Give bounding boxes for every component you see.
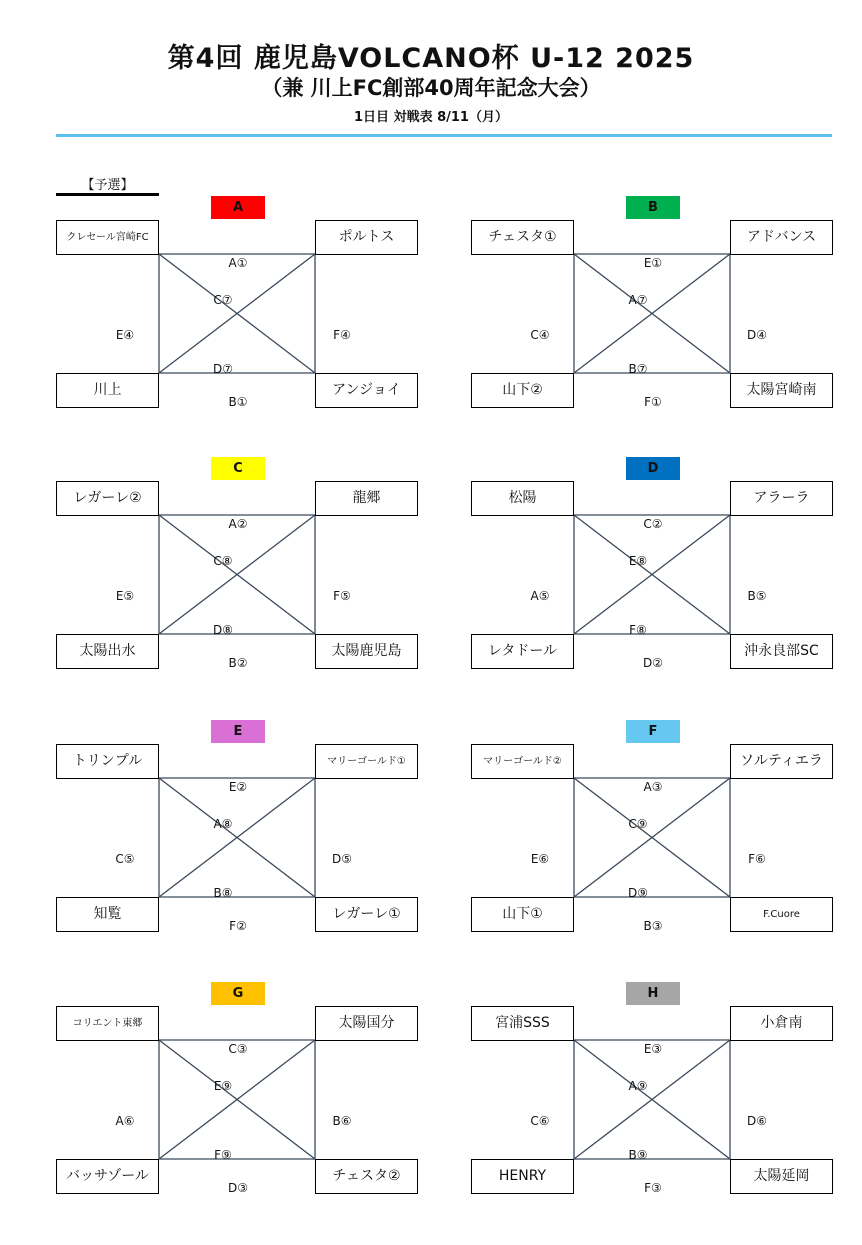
group-header: B <box>626 196 680 219</box>
schedule-date-label: 1日目 対戦表 8/11（月） <box>354 110 508 125</box>
team-top-left: 松陽 <box>471 481 574 516</box>
match-top: E① <box>643 256 663 270</box>
match-bottom: D② <box>643 656 663 670</box>
match-left: C④ <box>530 328 550 342</box>
match-left: E⑤ <box>115 589 135 603</box>
team-top-right: ポルトス <box>315 220 418 255</box>
team-bottom-left: HENRY <box>471 1159 574 1194</box>
team-top-right: 小倉南 <box>730 1006 833 1041</box>
team-bottom-right: F.Cuore <box>730 897 833 932</box>
team-top-left: 宮浦SSS <box>471 1006 574 1041</box>
team-top-left: レガーレ② <box>56 481 159 516</box>
match-diagonal-2: F⑨ <box>214 1148 232 1162</box>
match-bottom: B② <box>228 656 248 670</box>
match-left: A⑤ <box>530 589 550 603</box>
match-diagonal-2: D⑨ <box>628 886 648 900</box>
team-bottom-right: チェスタ② <box>315 1159 418 1194</box>
match-left: E④ <box>115 328 135 342</box>
team-bottom-left: 知覧 <box>56 897 159 932</box>
match-diagonal-2: B⑨ <box>628 1148 648 1162</box>
section-label: 【予選】 <box>81 178 134 193</box>
match-diagonal-1: C⑦ <box>213 293 233 307</box>
match-right: D⑥ <box>747 1114 767 1128</box>
team-bottom-left: 太陽出水 <box>56 634 159 669</box>
group-a <box>56 196 418 408</box>
team-top-left: チェスタ① <box>471 220 574 255</box>
match-diagonal-2: B⑧ <box>213 886 233 900</box>
match-top: A② <box>228 517 248 531</box>
match-right: F④ <box>333 328 351 342</box>
match-left: A⑥ <box>115 1114 135 1128</box>
match-left: E⑥ <box>530 852 550 866</box>
team-top-right: アドバンス <box>730 220 833 255</box>
match-diagonal-1: C⑨ <box>628 817 648 831</box>
match-bottom: F③ <box>644 1181 662 1195</box>
team-bottom-left: バッサゾール <box>56 1159 159 1194</box>
team-top-left: マリーゴールド② <box>471 744 574 779</box>
group-e <box>56 720 418 932</box>
match-top: A① <box>228 256 248 270</box>
match-left: C⑤ <box>115 852 135 866</box>
team-top-right: マリーゴールド① <box>315 744 418 779</box>
match-top: E③ <box>643 1042 663 1056</box>
match-diagonal-1: A⑨ <box>628 1079 648 1093</box>
team-bottom-right: レガーレ① <box>315 897 418 932</box>
match-diagonal-2: F⑧ <box>629 623 647 637</box>
match-diagonal-1: E⑧ <box>628 554 648 568</box>
group-header: D <box>626 457 680 480</box>
match-diagonal-2: B⑦ <box>628 362 648 376</box>
match-top: C③ <box>228 1042 248 1056</box>
match-bottom: F① <box>644 395 662 409</box>
group-header: A <box>211 196 265 219</box>
match-diagonal-2: D⑧ <box>213 623 233 637</box>
team-bottom-right: 太陽延岡 <box>730 1159 833 1194</box>
team-bottom-right: 太陽鹿児島 <box>315 634 418 669</box>
team-top-right: 龍郷 <box>315 481 418 516</box>
team-bottom-left: 山下① <box>471 897 574 932</box>
match-diagonal-1: A⑧ <box>213 817 233 831</box>
match-top: A③ <box>643 780 663 794</box>
match-top: C② <box>643 517 663 531</box>
team-top-right: ソルティエラ <box>730 744 833 779</box>
match-right: B⑤ <box>747 589 767 603</box>
team-bottom-left: レタドール <box>471 634 574 669</box>
team-bottom-left: 山下② <box>471 373 574 408</box>
group-header: G <box>211 982 265 1005</box>
team-bottom-right: 太陽宮崎南 <box>730 373 833 408</box>
match-right: D⑤ <box>332 852 352 866</box>
team-bottom-right: アンジョイ <box>315 373 418 408</box>
team-top-left: トリンプル <box>56 744 159 779</box>
group-header: H <box>626 982 680 1005</box>
match-diagonal-1: E⑨ <box>213 1079 233 1093</box>
match-right: F⑤ <box>333 589 351 603</box>
group-g <box>56 982 418 1194</box>
match-top: E② <box>228 780 248 794</box>
group-c <box>56 457 418 669</box>
group-d <box>471 457 833 669</box>
team-top-right: 太陽国分 <box>315 1006 418 1041</box>
page-title: 第4回 鹿児島VOLCANO杯 U-12 2025 <box>167 43 695 74</box>
match-diagonal-1: C⑧ <box>213 554 233 568</box>
team-top-left: コリエント東郷 <box>56 1006 159 1041</box>
page-subtitle: （兼 川上FC創部40周年記念大会） <box>261 76 601 100</box>
team-top-left: クレセール宮崎FC <box>56 220 159 255</box>
match-right: B⑥ <box>332 1114 352 1128</box>
group-header: F <box>626 720 680 743</box>
group-b <box>471 196 833 408</box>
match-right: F⑥ <box>748 852 766 866</box>
match-bottom: F② <box>229 919 247 933</box>
match-right: D④ <box>747 328 767 342</box>
match-diagonal-2: D⑦ <box>213 362 233 376</box>
team-top-right: アラーラ <box>730 481 833 516</box>
match-bottom: B① <box>228 395 248 409</box>
match-bottom: B③ <box>643 919 663 933</box>
group-header: C <box>211 457 265 480</box>
match-left: C⑥ <box>530 1114 550 1128</box>
group-h <box>471 982 833 1194</box>
match-bottom: D③ <box>228 1181 248 1195</box>
match-diagonal-1: A⑦ <box>628 293 648 307</box>
group-f <box>471 720 833 932</box>
team-bottom-right: 沖永良部SC <box>730 634 833 669</box>
team-bottom-left: 川上 <box>56 373 159 408</box>
header-divider <box>56 134 832 137</box>
group-header: E <box>211 720 265 743</box>
